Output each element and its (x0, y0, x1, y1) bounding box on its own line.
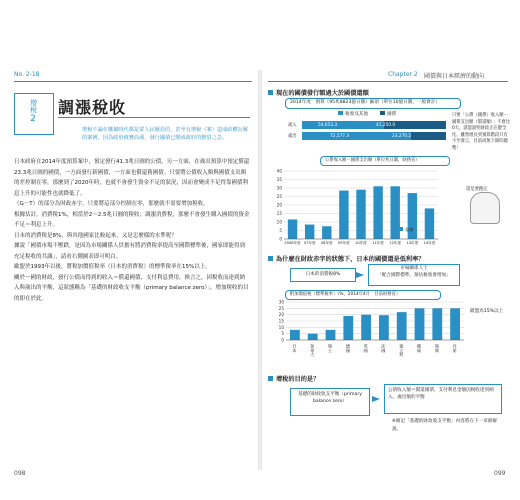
y-tick-label: 5 (279, 228, 282, 233)
character-illustration (470, 192, 500, 224)
paragraph: 日本的消費稅是8%，與其他國家比較起來，又是怎麼樣的水準呢？ (14, 232, 177, 239)
y-tick-label: 0 (279, 236, 282, 242)
paragraph: 關於一國的財政，發行公債而得到的收入＝償還國債、支付利息費用，換言之，因稅收而達到納入與歲出的平衡，這狀態稱為「基礎的財政收支平衡（primary balance zero）」，增加稅收的目的即在於此。 (14, 274, 249, 302)
x-tick-label: 挪威 (417, 344, 422, 353)
bar (326, 330, 336, 340)
body-text (14, 157, 250, 304)
left-page-number: 098 (14, 470, 26, 477)
chart1-svg (268, 165, 448, 250)
bar (408, 193, 417, 239)
bar (373, 186, 382, 239)
bar (322, 226, 331, 239)
x-tick-label: 12年度 (389, 241, 402, 245)
bar (343, 316, 353, 340)
bar (432, 308, 442, 340)
legend-label: 差額 (405, 227, 414, 232)
chart2-note: 歐盟為15%以上 (470, 309, 504, 314)
section-heading-3 (268, 374, 319, 383)
section-heading-text: 為什麼在財政赤字的狀態下，日本的國債還是低利率？ (276, 256, 425, 263)
y-tick-label: 20 (276, 202, 282, 208)
right-header-chapter: Chapter 2 (388, 71, 418, 78)
legend-label: 稅收及其他 (345, 112, 368, 117)
chart2-svg (268, 298, 468, 370)
income-tax-bar (302, 121, 384, 129)
x-tick-label: 瑞士 (328, 344, 333, 353)
table-caption: 2014年度 預算（95兆8823億日圓）細項（單位10億日圓，一般會計） (290, 100, 440, 105)
x-tick-label: 13年度 (406, 241, 419, 245)
heading-marker (268, 376, 273, 381)
legend-label: 國債 (387, 112, 397, 117)
x-tick-label: 丹麥 (452, 344, 458, 353)
section-heading-text: 增稅的目的是？ (276, 376, 320, 383)
answer-text: 「配合國際標準，預估稅收會增加」 (377, 273, 451, 278)
expense-tax-value: 72,577.3 (330, 134, 350, 139)
bar (361, 315, 371, 340)
title-rule (58, 117, 250, 118)
row-label-income: 歲入 (288, 123, 297, 128)
bar (356, 190, 365, 239)
x-tick-label: 09年度 (338, 241, 350, 245)
answer-title: 市場關係人士 (400, 266, 428, 271)
row-label-expense: 歲出 (288, 134, 297, 139)
x-tick-label: 法國 (381, 344, 387, 353)
left-header-rule (14, 81, 252, 82)
y-tick-label: 20 (278, 312, 284, 318)
y-tick-label: 40 (276, 168, 282, 174)
bar (397, 312, 407, 340)
bar (450, 308, 460, 340)
paragraph: 據說「國債市場不壓跌，是因為市場關係人員擔有將消費稅率提高至國際標準後，國家即能得到充足稅收的共識」，請看右側圖表即可明白。 (14, 243, 246, 260)
lead-text: 增稅不論在哪個時代都是眾人民厭惡的，甚至有增稅（案）造成政權瓦解的案例。因為政府債務高漲，發行國債已變成政府的燃眉之急。 (82, 127, 249, 141)
bar (305, 225, 314, 239)
arrow-icon (372, 396, 380, 402)
paragraph: 日本政府在2014年度預算案中，預定發行41.3兆日圓的公債，另一方面，在歲出預算中預定償還23.3兆日圓的國債，一方面發行新國債，一方面也償還舊國債。只要將公債收入額與國債支出額的差控制在零，那麼到了2020年時，也就不會發生資金不足的狀況，因而會變成不足得靠國債利息上升的可能性也就降低了。 (14, 159, 250, 197)
x-tick-label: 加拿大 (310, 344, 316, 357)
heading-marker (268, 90, 273, 95)
section-heading-2 (268, 254, 425, 263)
gutter (258, 70, 262, 470)
x-tick-label: 德國 (345, 344, 351, 353)
x-tick-label: 07年度 (303, 241, 316, 245)
y-tick-label: 10 (276, 219, 282, 225)
goal-left-box: 基礎的財政收支平衡（primary balance zero） (290, 388, 370, 416)
right-page-number: 099 (494, 470, 506, 477)
right-header-rule (268, 81, 508, 82)
expense-bond-value: 23,270.2 (392, 134, 412, 139)
bar (290, 330, 300, 340)
x-tick-label: 瑞典 (434, 344, 440, 353)
x-tick-label: 08年度 (320, 241, 333, 245)
section-heading-1 (268, 88, 369, 97)
table-caption-box (285, 98, 461, 109)
income-bond-value: 41,250.0 (376, 123, 396, 128)
paragraph: 歐盟於1993年以後，將稅加價值稅率（日本的消費稅）的標準稅率在15%以上。 (14, 264, 211, 270)
goal-right-box: 公債收入額＝償還國債、支付利息金額因稅收達到納入、處出額的平衡 (384, 384, 502, 414)
y-tick-label: 30 (276, 185, 282, 191)
left-header-number: No. 2-18 (14, 71, 40, 78)
y-tick-label: 30 (278, 299, 284, 305)
bar (415, 308, 425, 340)
expense-bond-bar (411, 132, 446, 140)
y-tick-label: 25 (276, 194, 282, 199)
answer-box (368, 264, 460, 286)
bar (425, 208, 434, 239)
legend-item-tax (338, 111, 368, 117)
arrow-icon (356, 272, 364, 278)
x-tick-label: 11年度 (372, 241, 384, 245)
y-tick-label: 5 (281, 331, 284, 337)
y-tick-label: 15 (278, 318, 284, 324)
section-heading-text: 現在的國債發行額過大於國債還額 (276, 90, 369, 97)
x-tick-label: 義大利 (399, 344, 405, 357)
x-tick-label: 2006年度 (284, 241, 301, 245)
tab-number: 2 (30, 114, 36, 124)
paragraph: （G－T）的部分為財政赤字，只要將這部分控制在零，那麼就不需要增加稅收。 (14, 201, 209, 207)
bar (339, 191, 348, 239)
legend-item-bond (380, 111, 396, 117)
chart2-caption: 附加價值稅（標準稅率）（%，2014年4月 目前財務省） (290, 292, 401, 297)
chart1-caption: 公債收入額－國債支出額（單位兆日圓，財務省） (325, 158, 420, 163)
tab-label-text: 增稅 (29, 99, 38, 113)
side-note-small: 還是要跑完 (466, 187, 488, 192)
income-tax-value: 54,653.3 (318, 123, 338, 128)
bar (308, 334, 318, 340)
goal-note: ※簡記「基礎的財政收支平衡」內容將在下一章節解說。 (392, 419, 497, 432)
paragraph: 根據估計，消費稅1%，相當於2～2.5兆日圓的稅收；調漲消費稅，那麼不會發生購入國債的資金不足＝利息上升。 (14, 211, 250, 228)
question-box: 日本的消費稅8% (290, 268, 356, 282)
bar (288, 219, 297, 239)
x-tick-label: 英國 (363, 344, 369, 353)
right-header-title: 國債與日本經濟的動向 (424, 73, 485, 80)
bar (379, 315, 389, 340)
y-tick-label: 0 (281, 337, 284, 343)
legend-swatch (398, 227, 403, 231)
section-tab-label (18, 97, 48, 124)
heading-marker (268, 256, 273, 261)
y-tick-label: 15 (276, 211, 282, 216)
y-tick-label: 10 (278, 324, 284, 330)
x-tick-label: 14年度 (423, 241, 436, 245)
x-tick-label: 日本 (292, 344, 298, 353)
side-note: 只要「公債（國債）收入額－國債支出額（償還額）」不會比0大，就能說明財政正在健全化。雖然增長到預算階段只有不至發言，目前尚無下降的趨勢！ (452, 113, 511, 151)
y-tick-label: 35 (276, 177, 282, 182)
bar (391, 186, 400, 239)
page-title: 調漲稅收 (58, 98, 127, 117)
x-tick-label: 10年度 (355, 241, 367, 245)
y-tick-label: 25 (278, 305, 284, 311)
